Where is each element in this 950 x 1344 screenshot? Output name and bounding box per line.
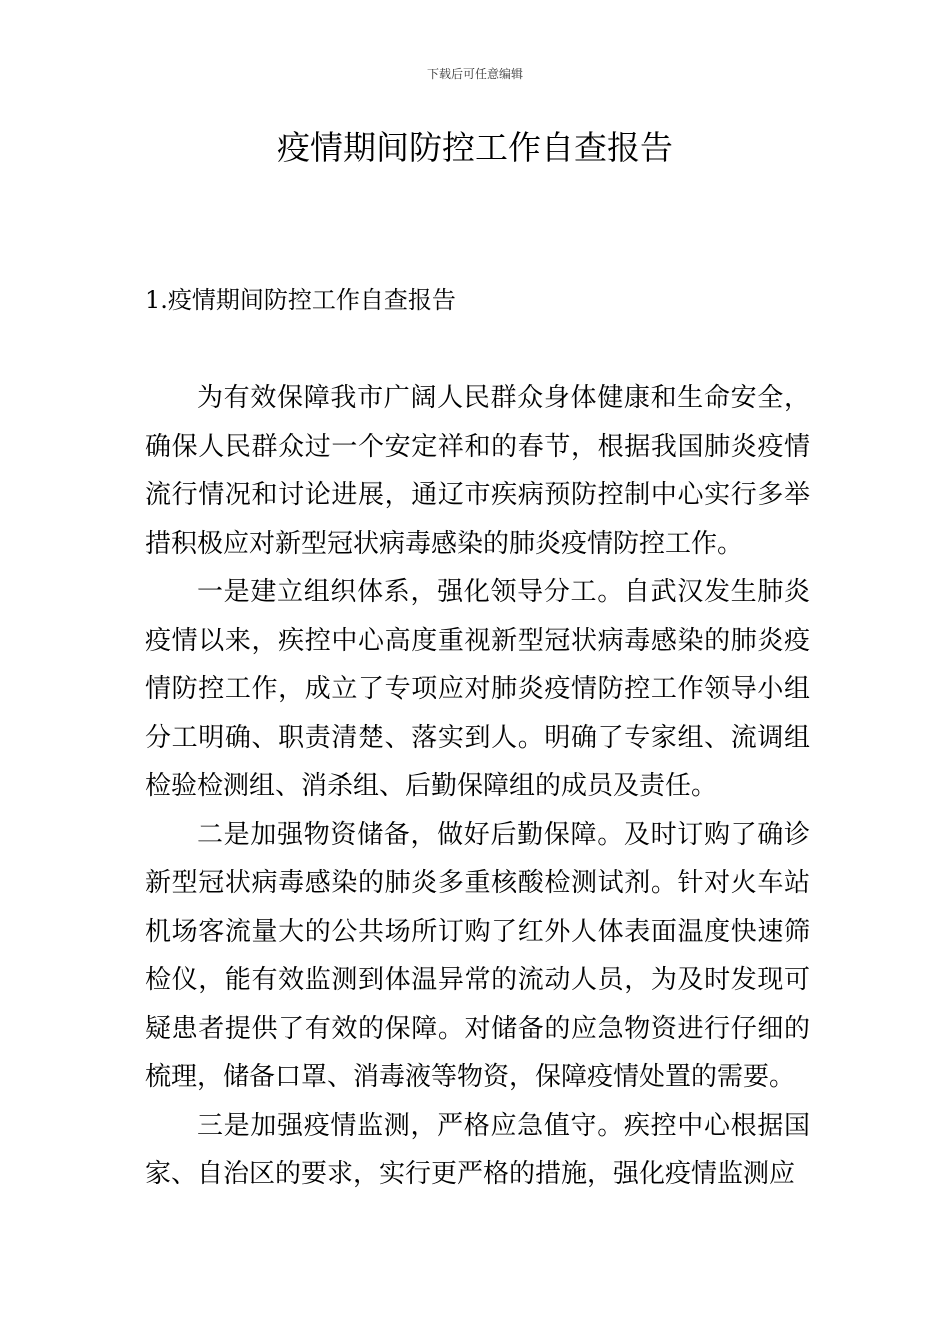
header-note: 下载后可任意编辑	[426, 67, 523, 81]
paragraph: 为有效保障我市广阔人民群众身体健康和生命安全，确保人民群众过一个安定祥和的春节，根据我国肺炎疫情流行情况和讨论进展，通辽市疾病预防控制中心实行多举措积极应对新型冠状病毒感染的肺炎疫情防控工作。	[145, 383, 810, 559]
paragraph: 一是建立组织体系，强化领导分工。自武汉发生肺炎疫情以来，疾控中心高度重视新型冠状病毒感染的肺炎疫情防控工作，成立了专项应对肺炎疫情防控工作领导小组分工明确、职责清楚、落实到人。明确了专家组、流调组检验检测组、消杀组、后勤保障组的成员及责任。	[145, 577, 810, 801]
document-body	[145, 374, 810, 1199]
section-heading: 1.疫情期间防控工作自查报告	[145, 286, 456, 314]
paragraph: 三是加强疫情监测，严格应急值守。疾控中心根据国家、自治区的要求，实行更严格的措施，强化疫情监测应	[145, 1110, 810, 1189]
paragraph: 二是加强物资储备，做好后勤保障。及时订购了确诊新型冠状病毒感染的肺炎多重核酸检测试剂。针对火车站机场客流量大的公共场所订购了红外人体表面温度快速筛检仪，能有效监测到体温异常的流动人员，为及时发现可疑患者提供了有效的保障。对储备的应急物资进行仔细的梳理，储备口罩、消毒液等物资，保障疫情处置的需要。	[145, 819, 810, 1092]
document-title: 疫情期间防控工作自查报告	[277, 128, 673, 167]
